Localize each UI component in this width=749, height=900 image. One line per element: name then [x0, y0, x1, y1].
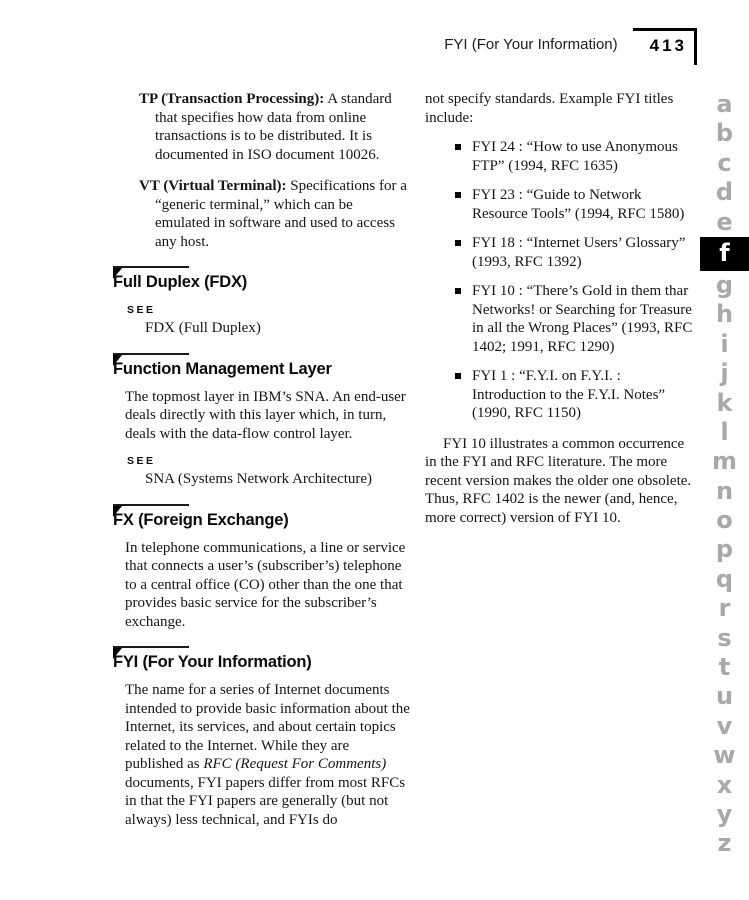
alphabet-tab-m: m	[711, 447, 737, 476]
section-full-duplex	[113, 266, 410, 338]
alphabet-tab-h: h	[715, 300, 734, 329]
section-marker	[113, 266, 189, 268]
list-item-text: FYI 1 : “F.Y.I. on F.Y.I. : Introduction to the F.Y.I. Notes” (1990, RFC 1150)	[472, 368, 666, 421]
triangle-marker-icon	[113, 506, 122, 517]
alphabet-tab-r: r	[718, 594, 731, 623]
alphabet-tab-c: c	[717, 148, 732, 177]
section-marker	[113, 504, 189, 506]
closing-paragraph: FYI 10 illustrates a common occurrence in the FYI and RFC literature. The more recent version makes the older one obsolete. Thus, RFC 1402 is the newer (and, hence, more correct) version of FYI 10.	[425, 435, 692, 526]
alphabet-tab-f-active: f	[700, 237, 749, 271]
see-label: SEE	[127, 304, 156, 316]
text-columns	[113, 90, 697, 829]
alphabet-tab-e: e	[716, 207, 733, 236]
alphabet-tab-i: i	[720, 329, 729, 358]
section-fx	[113, 504, 410, 632]
alphabet-index-rail	[700, 90, 749, 859]
alphabet-tab-u: u	[715, 682, 734, 711]
square-bullet-icon	[455, 240, 461, 246]
section-fyi	[113, 646, 410, 829]
running-head	[444, 28, 697, 65]
running-title: FYI (For Your Information)	[444, 36, 618, 53]
see-reference: SNA (Systems Network Architecture)	[145, 471, 373, 487]
triangle-marker-icon	[113, 355, 122, 366]
alphabet-tab-d: d	[715, 178, 734, 207]
entry-term: TP (Transaction Processing):	[139, 91, 325, 107]
alphabet-tab-a: a	[716, 90, 733, 118]
section-marker	[113, 353, 189, 355]
alphabet-tab-x: x	[716, 770, 733, 799]
entry-term: VT (Virtual Terminal):	[139, 178, 287, 194]
alphabet-tab-p: p	[715, 535, 734, 564]
alphabet-tab-l: l	[720, 417, 729, 446]
left-column	[113, 90, 410, 829]
list-item	[425, 138, 697, 175]
square-bullet-icon	[455, 373, 461, 379]
triangle-marker-icon	[113, 648, 122, 659]
section-heading: FYI (For Your Information)	[113, 653, 312, 671]
section-heading: FX (Foreign Exchange)	[113, 510, 289, 529]
triangle-marker-icon	[113, 268, 122, 279]
list-item-text: FYI 23 : “Guide to Network Resource Tools” (1994, RFC 1580)	[472, 187, 685, 222]
alphabet-tab-j: j	[720, 359, 729, 388]
list-item	[425, 234, 697, 271]
alphabet-tab-q: q	[715, 564, 734, 593]
alphabet-tab-o: o	[716, 506, 733, 535]
alphabet-tab-b: b	[715, 119, 734, 148]
alphabet-tab-g: g	[715, 270, 734, 299]
section-body: The topmost layer in IBM’s SNA. An end-user deals directly with this layer which, in turn, deals with the data-flow control layer.	[125, 388, 406, 442]
right-column	[425, 90, 697, 829]
alphabet-tab-w: w	[713, 741, 736, 770]
entry-definition: Specifications for a “generic terminal,” which can be emulated in software and used to access any host.	[155, 178, 407, 250]
page-number: 413	[633, 28, 697, 65]
alphabet-tab-y: y	[716, 799, 733, 828]
continuation-paragraph: not specify standards. Example FYI titles include:	[425, 91, 674, 126]
section-heading: Full Duplex (FDX)	[113, 273, 248, 291]
square-bullet-icon	[455, 192, 461, 198]
alphabet-tab-n: n	[715, 476, 734, 505]
section-marker	[113, 646, 189, 648]
section-body	[125, 681, 410, 829]
see-label: SEE	[127, 455, 156, 467]
fyi-titles-list	[425, 138, 697, 423]
section-heading: Function Management Layer	[113, 359, 332, 378]
entry-tp	[139, 90, 410, 164]
entry-definition: A standard that specifies how data from online transactions is to be distributed. It is documented in ISO document 10026.	[155, 91, 392, 163]
body-text-italic: RFC (Request For Comments)	[203, 756, 387, 772]
list-item	[425, 367, 697, 423]
alphabet-tab-z: z	[717, 829, 732, 858]
square-bullet-icon	[455, 144, 461, 150]
see-reference: FDX (Full Duplex)	[145, 320, 261, 336]
list-item	[425, 186, 697, 223]
section-function-management-layer	[113, 353, 410, 489]
alphabet-tab-k: k	[716, 388, 733, 417]
square-bullet-icon	[455, 288, 461, 294]
alphabet-tab-v: v	[716, 711, 733, 740]
section-body: In telephone communications, a line or service that connects a user’s (subscriber’s) telephone to a central office (CO) other than the one that provides basic service for the subscriber’s exchange.	[125, 539, 406, 630]
body-text: The name for a series of Internet documents intended to provide basic information about the Internet, its services, and about certain topics related to the Internet. While they are published as	[125, 682, 410, 772]
alphabet-tab-t: t	[718, 653, 731, 682]
list-item-text: FYI 24 : “How to use Anonymous FTP” (1994, RFC 1635)	[472, 139, 678, 174]
entry-vt	[139, 177, 410, 251]
list-item-text: FYI 10 : “There’s Gold in them thar Networks! or Searching for Treasure in all the Wrong Places” (1993, RFC 1402; 1991, RFC 1290)	[472, 283, 693, 355]
list-item	[425, 282, 697, 356]
body-text: documents, FYI papers differ from most RFCs in that the FYI papers are generally (but not always) less technical, and FYIs do	[125, 774, 406, 828]
list-item-text: FYI 18 : “Internet Users’ Glossary” (1993, RFC 1392)	[472, 235, 686, 270]
alphabet-tab-s: s	[717, 623, 732, 652]
